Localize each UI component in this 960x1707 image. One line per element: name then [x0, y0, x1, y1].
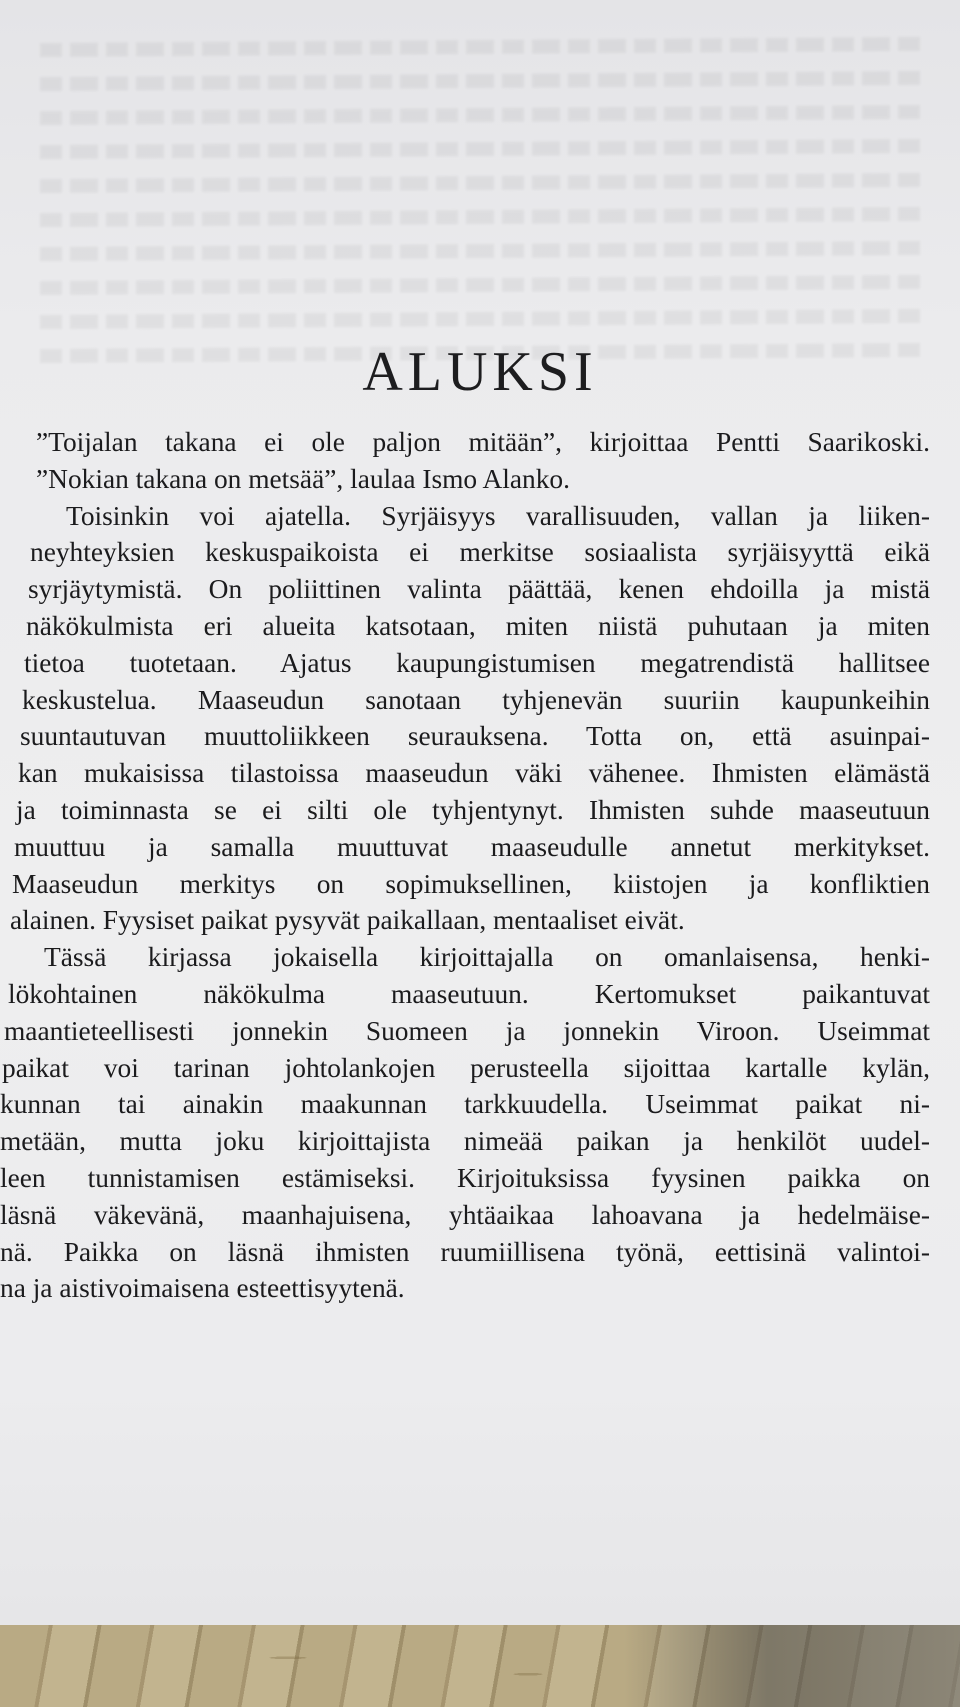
text-line: alainen. Fyysiset paikat pysyvät paikallaan, mentaaliset eivät. [10, 905, 685, 936]
text-line: keskustelua. Maaseudun sanotaan tyhjenevän suuriin kaupunkeihin [22, 684, 930, 715]
body-text [0, 424, 930, 1307]
text-line: neyhteyksien keskuspaikoista ei merkitse sosiaalista syrjäisyyttä eikä [30, 537, 930, 568]
text-line: Maaseudun merkitys on sopimuksellinen, kiistojen ja konfliktien [12, 868, 930, 899]
text-line: ja toiminnasta se ei silti ole tyhjentynyt. Ihmisten suhde maaseutuun [16, 794, 930, 825]
text-line: ”Toijalan takana ei ole paljon mitään”, kirjoittaa Pentti Saarikoski. [36, 427, 930, 457]
text-line: kunnan tai ainakin maakunnan tarkkuudella. Useimmat paikat ni- [0, 1089, 930, 1120]
text-line: tietoa tuotetaan. Ajatus kaupungistumisen megatrendistä hallitsee [24, 647, 930, 678]
text-line: läsnä väkevänä, maanhajuisena, yhtäaikaa lahoavana ja hedelmäise- [0, 1199, 930, 1230]
text-line: näkökulmista eri alueita katsotaan, miten niistä puhutaan ja miten [26, 610, 930, 641]
text-line: paikat voi tarinan johtolankojen perusteella sijoittaa kartalle kylän, [2, 1052, 930, 1083]
text-line: Tässä kirjassa jokaisella kirjoittajalla on omanlaisensa, henki- [44, 942, 930, 973]
text-line: na ja aistivoimaisena esteettisyytenä. [0, 1273, 405, 1304]
text-line: lökohtainen näkökulma maaseutuun. Kertomukset paikantuvat [8, 978, 930, 1009]
text-line: ”Nokian takana on metsää”, laulaa Ismo Alanko. [36, 463, 570, 494]
text-line: leen tunnistamisen estämiseksi. Kirjoituksissa fyysinen paikka on [0, 1162, 930, 1193]
text-line: metään, mutta joku kirjoittajista nimeää paikan ja henkilöt uudel- [0, 1126, 930, 1157]
text-line: muuttuu ja samalla muuttuvat maaseudulle annetut merkitykset. [14, 831, 930, 862]
text-line: Toisinkin voi ajatella. Syrjäisyys varallisuuden, vallan ja liiken- [66, 500, 930, 531]
floor-shadow [0, 1625, 960, 1707]
text-line: suuntautuvan muuttoliikkeen seurauksena. Totta on, että asuinpai- [20, 721, 930, 752]
text-line: nä. Paikka on läsnä ihmisten ruumiillisena työnä, eettisinä valintoi- [0, 1236, 930, 1267]
chapter-title: ALUKSI [362, 341, 598, 403]
text-line: kan mukaisissa tilastoissa maaseudun väki vähenee. Ihmisten elämästä [18, 758, 930, 789]
text-line: syrjäytymistä. On poliittinen valinta päättää, kenen ehdoilla ja mistä [28, 574, 930, 605]
text-line: maantieteellisesti jonnekin Suomeen ja jonnekin Viroon. Useimmat [4, 1015, 930, 1046]
